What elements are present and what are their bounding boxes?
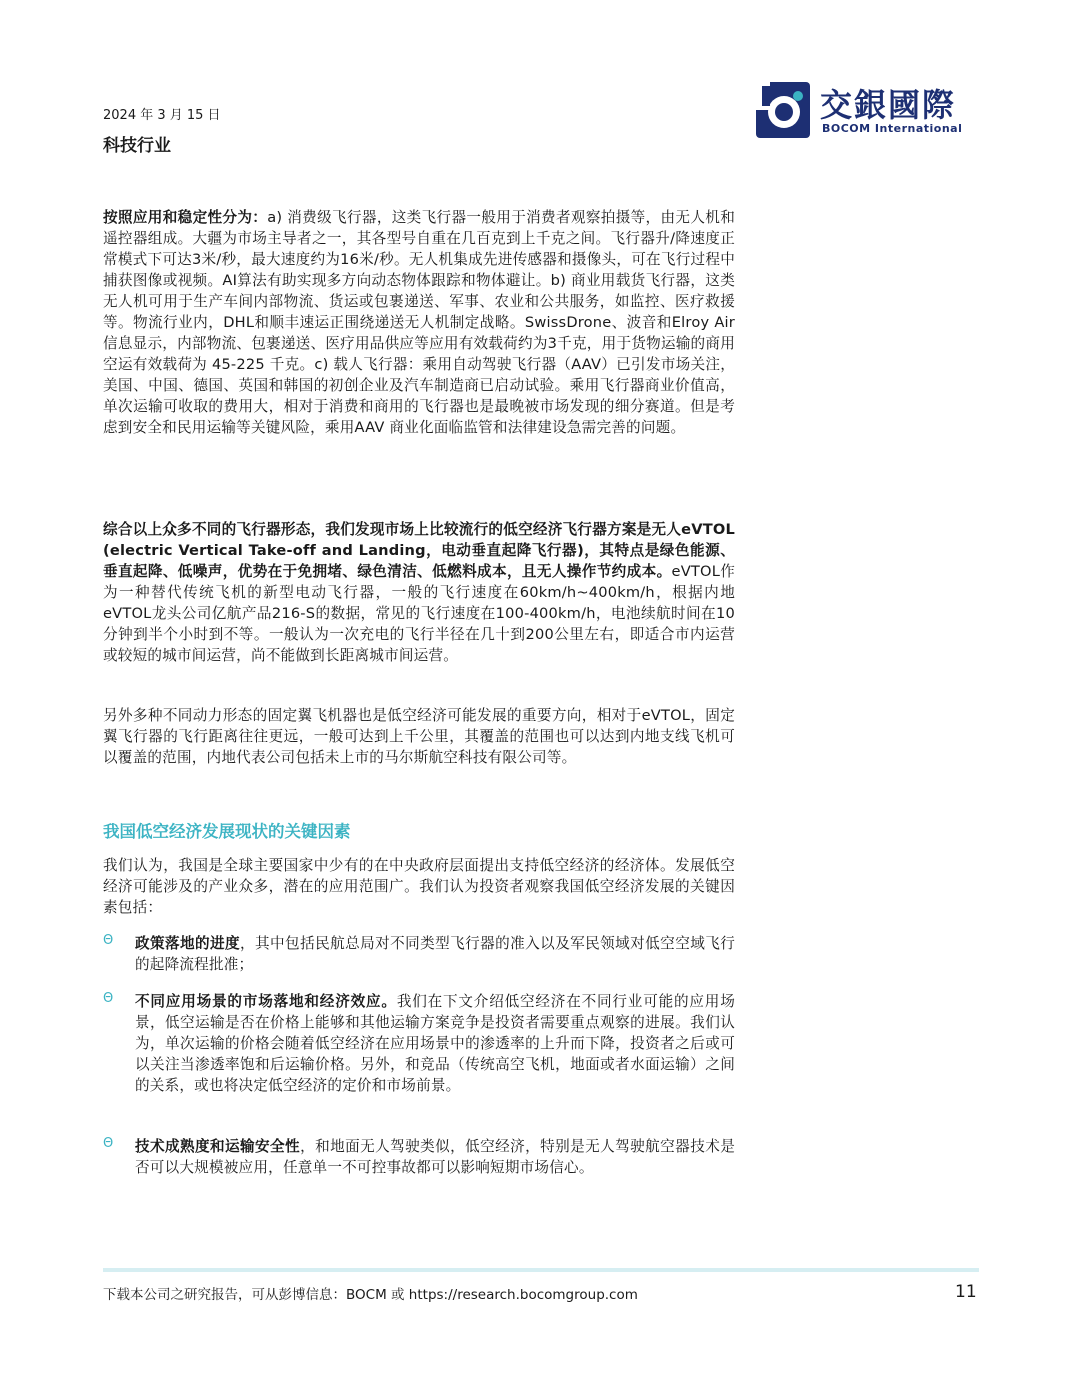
paragraph-lead: 按照应用和稳定性分为： <box>103 209 268 226</box>
paragraph-lead: 综合以上众多不同的飞行器形态，我们发现市场上比较流行的低空经济飞行器方案是无人eVTOL (electric Vertical Take-off and Landing，电动垂直起降飞行器)，其特点是绿色能源、垂直起降、低噪声，优势在于免拥堵、绿色清洁、低燃料成本，且无人操作节约成本。 <box>103 521 735 580</box>
bullet-item <box>103 991 735 1096</box>
bullet-lead: 不同应用场景的市场落地和经济效应。 <box>135 993 397 1010</box>
bullet-marker-icon: Θ <box>103 933 114 948</box>
paragraph-fixed-wing: 另外多种不同动力形态的固定翼飞机器也是低空经济可能发展的重要方向，相对于eVTOL，固定翼飞行器的飞行距离往往更远，一般可达到上千公里，其覆盖的范围也可以达到内地支线飞机可以覆盖的范围，内地代表公司包括未上市的马尔斯航空科技有限公司等。 <box>103 707 735 766</box>
report-date: 2024 年 3 月 15 日 <box>103 108 221 123</box>
bullet-item <box>103 1136 735 1178</box>
bullet-lead: 政策落地的进度 <box>135 935 241 952</box>
footer-divider <box>103 1268 979 1272</box>
paragraph-body: a) 消费级飞行器，这类飞行器一般用于消费者观察拍摄等，由无人机和遥控器组成。大疆为市场主导者之一，其各型号自重在几百克到上千克之间。飞行器升/降速度正常模式下可达3米/秒，最大速度约为16米/秒。无人机集成先进传感器和摄像头，可在飞行过程中捕获图像或视频。AI算法有助实现多方向动态物体跟踪和物体避让。b) 商业用载货飞行器，这类无人机可用于生产车间内部物流、货运或包裹递送、军事、农业和公共服务，如监控、医疗救援等。物流行业内，DHL和顺丰速运正围绕递送无人机制定战略。SwissDrone、波音和Elroy Air信息显示，内部物流、包裹递送、医疗用品供应等应用有效载荷约为3千克，用于货物运输的商用空运有效载荷为 45-225 千克。c) 载人飞行器：乘用自动驾驶飞行器（AAV）已引发市场关注，美国、中国、德国、英国和韩国的初创企业及汽车制造商已启动试验。乘用飞行器商业价值高，单次运输可收取的费用大，相对于消费和商用的飞行器也是最晚被市场发现的细分赛道。但是考虑到安全和民用运输等关键风险，乘用AAV 商业化面临监管和法律建设急需完善的问题。 <box>103 209 735 436</box>
bullet-body: ，和地面无人驾驶类似，低空经济，特别是无人驾驶航空器技术是否可以大规模被应用，任意单一不可控事故都可以影响短期市场信心。 <box>135 1138 735 1176</box>
bullet-marker-icon: Θ <box>103 1136 114 1151</box>
bocom-logo-icon <box>752 78 814 140</box>
paragraph-body: eVTOL作为一种替代传统飞机的新型电动飞行器，一般的飞行速度在60km/h~400km/h，根据内地eVTOL龙头公司亿航产品216-S的数据，常见的飞行速度在100-400km/h，电池续航时间在10分钟到半个小时到不等。一般认为一次充电的飞行半径在几十到200公里左右，即适合市内运营或较短的城市间运营，尚不能做到长距离城市间运营。 <box>103 563 735 664</box>
bullet-body: 我们在下文介绍低空经济在不同行业可能的应用场景，低空运输是否在价格上能够和其他运输方案竞争是投资者需要重点观察的进展。我们认为，单次运输的价格会随着低空经济在应用场景中的渗透率的上升而下降，投资者之后或可以关注当渗透率饱和后运输价格。另外，和竞品（传统高空飞机，地面或者水面运输）之间的关系，或也将决定低空经济的定价和市场前景。 <box>135 993 736 1094</box>
company-logo <box>752 78 980 142</box>
paragraph-key-factors-intro: 我们认为，我国是全球主要国家中少有的在中央政府层面提出支持低空经济的经济体。发展低空经济可能涉及的产业众多，潜在的应用范围广。我们认为投资者观察我国低空经济发展的关键因素包括： <box>103 857 735 916</box>
logo-english-name: BOCOM International <box>822 122 963 135</box>
bullet-body: ，其中包括民航总局对不同类型飞行器的准入以及军民领域对低空空域飞行的起降流程批准； <box>135 935 735 973</box>
bullet-item <box>103 933 735 975</box>
paragraph-evtol <box>103 519 735 666</box>
section-heading: 我国低空经济发展现状的关键因素 <box>103 822 351 841</box>
logo-chinese-name: 交銀國際 <box>820 86 957 124</box>
industry-title: 科技行业 <box>103 136 171 156</box>
page-number: 11 <box>955 1282 977 1302</box>
paragraph-aircraft-types <box>103 207 735 438</box>
bullet-marker-icon: Θ <box>103 991 114 1006</box>
footer-download-note: 下载本公司之研究报告，可从彭博信息：BOCM 或 https://research.bocomgroup.com <box>103 1287 638 1303</box>
bullet-lead: 技术成熟度和运输安全性 <box>135 1138 301 1155</box>
